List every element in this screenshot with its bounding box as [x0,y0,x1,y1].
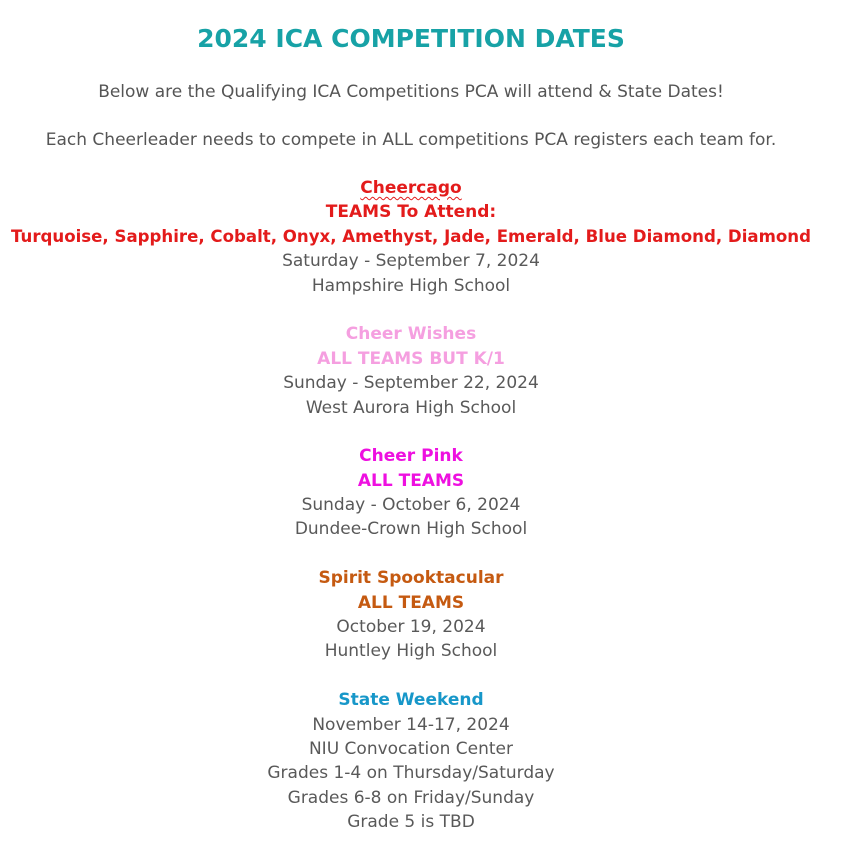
competition-date: October 19, 2024 [336,617,486,638]
competition-name: Cheercago [360,178,462,198]
competition-date: November 14-17, 2024 [312,714,510,735]
competition-venue: Dundee-Crown High School [294,519,528,540]
competition-name: Cheer Wishes [345,324,477,345]
competition-cheercago [0,176,822,298]
intro-qualifying-text: Below are the Qualifying ICA Competitions PCA will attend & State Dates! [98,82,724,102]
schedule-line: Grades 6-8 on Friday/Sunday [287,787,535,808]
teams-list: ALL TEAMS [357,470,465,491]
competition-name: Cheer Pink [359,446,463,467]
competition-state-weekend [0,688,822,834]
teams-heading: TEAMS To Attend: [325,202,497,223]
intro-requirement-text: Each Cheerleader needs to compete in ALL competitions PCA registers each team for. [45,130,777,150]
schedule-line: Grades 1-4 on Thursday/Saturday [267,763,555,784]
teams-list: Turquoise, Sapphire, Cobalt, Onyx, Amethyst, Jade, Emerald, Blue Diamond, Diamond [11,226,811,246]
page-title: 2024 ICA COMPETITION DATES [197,24,625,53]
schedule-line: Grade 5 is TBD [347,812,475,833]
teams-list: ALL TEAMS BUT K/1 [317,348,505,369]
competition-date: Sunday - October 6, 2024 [301,495,521,516]
competition-venue: Hampshire High School [311,275,511,296]
competition-cheer-wishes [0,322,822,420]
spacer [0,664,822,688]
competition-spirit-spooktacular [0,566,822,664]
competition-venue: NIU Convocation Center [308,738,514,759]
competition-list [0,176,822,835]
competition-date: Saturday - September 7, 2024 [282,251,540,272]
competition-name: State Weekend [338,690,484,711]
spacer [0,542,822,566]
competition-venue: Huntley High School [324,641,498,662]
competition-name: Spirit Spooktacular [318,568,504,589]
spacer [0,298,822,322]
spacer [0,420,822,444]
competition-cheer-pink [0,444,822,542]
teams-list: ALL TEAMS [357,592,465,613]
competition-venue: West Aurora High School [305,397,517,418]
competition-date: Sunday - September 22, 2024 [283,373,539,394]
